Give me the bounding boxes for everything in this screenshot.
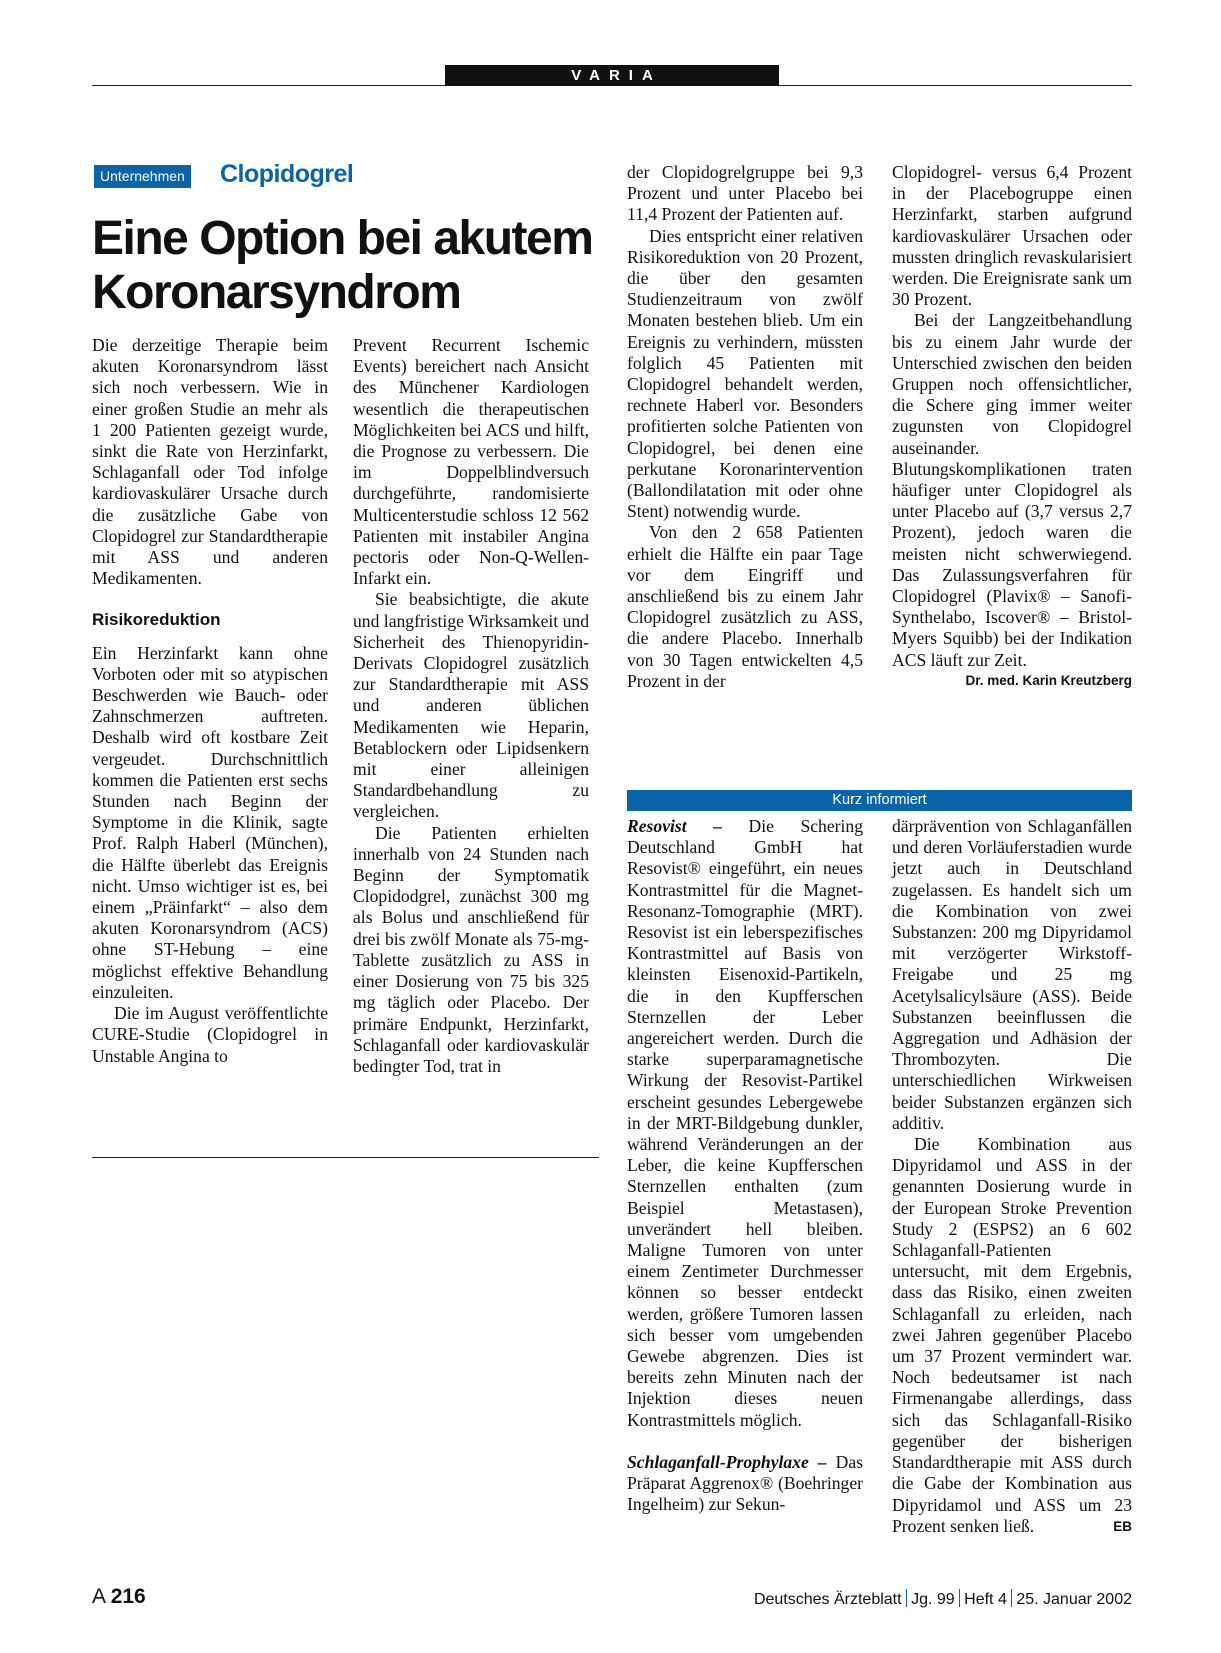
article-column-1 bbox=[92, 335, 328, 1067]
paragraph: Ein Herzinfarkt kann ohne Vorboten oder mit so atypischen Beschwerden wie Bauch- oder Zahnschmerzen auftreten. Deshalb wird oft kostbare Zeit vergeudet. Durchschnittlich kommen die Patienten erst sechs Stunden nach Beginn der Symptome in die Klinik, sagte Prof. Ralph Haberl (München), die Hälfte überlebt das Ereignis nicht. Umso wichtiger ist es, bei einem „Präinfarkt“ – also dem akuten Koronarsyndrom (ACS) ohne ST-Hebung – eine möglichst effektive Behandlung einzuleiten. bbox=[92, 642, 328, 1002]
article-column-3 bbox=[627, 162, 863, 692]
journal-footer bbox=[754, 1589, 1132, 1609]
volume: Jg. 99 bbox=[911, 1591, 955, 1608]
subheading: Risikoreduktion bbox=[92, 610, 221, 630]
author-initials: EB bbox=[1113, 1518, 1132, 1534]
paragraph: Die im August veröffentlichte CURE-Studie (Clopidogrel in Unstable Angina to bbox=[92, 1003, 328, 1066]
paragraph: Dies entspricht einer relativen Risikoreduktion von 20 Prozent, die über den gesamten Studienzeitraum von zwölf Monaten bestehen blieb. Um ein Ereignis zu verhindern, müssten folglich 45 Patienten mit Clopidogrel behandelt werden, rechnete Haberl vor. Besonders profitierten solche Patienten von Clopidogrel, bei denen eine perkutane Koronarintervention (Ballondilatation mit oder ohne Stent) notwendig wurde. bbox=[627, 225, 863, 522]
issue: Heft 4 bbox=[964, 1591, 1007, 1608]
paragraph: Clopidogrel- versus 6,4 Prozent in der Placebogruppe einen Herzinfarkt, starben aufgrund kardiovaskulärer Ursachen oder mussten dringlich revaskularisiert werden. Die Ereignisrate sank um 30 Prozent. bbox=[892, 162, 1132, 310]
separator bbox=[1011, 1589, 1013, 1607]
paragraph: der Clopidogrelgruppe bei 9,3 Prozent und unter Placebo bei 11,4 Prozent der Patienten auf. bbox=[627, 162, 863, 225]
paragraph: Die derzeitige Therapie beim akuten Koronarsyndrom lässt sich noch verbessern. Wie in einer großen Studie an mehr als 1 200 Patienten gezeigt wurde, sinkt die Rate von Herzinfarkt, Schlaganfall oder Tod infolge kardiovaskulärer Ursache durch die zusätzliche Gabe von Clopidogrel zur Standardtherapie mit ASS und anderen Medikamenten. bbox=[92, 335, 328, 589]
article-column-4 bbox=[892, 162, 1132, 691]
paragraph: därprävention von Schlaganfällen und deren Vorläuferstadien wurde jetzt auch in Deutschland zugelassen. Es handelt sich um die Kombination von zwei Substanzen: 200 mg Dipyridamol mit verzögerter Wirkstoff-Freigabe und 25 mg Acetylsalicylsäure (ASS). Beide Substanzen beeinflussen die Aggregation und Adhäsion der Thrombozyten. Die unterschiedlichen Wirkweisen beider Substanzen ergänzen sich additiv. bbox=[892, 816, 1132, 1133]
article-headline: Eine Option bei akutem Koronarsyndrom bbox=[92, 212, 593, 319]
author-credit: Dr. med. Karin Kreutzberg bbox=[965, 672, 1132, 688]
paragraph: Von den 2 658 Patienten erhielt die Hälfte ein paar Tage vor dem Eingriff und anschließend bis zu einem Jahr Clopidogrel zusätzlich zu ASS, die andere Placebo. Innerhalb von 30 Tagen entwickelten 4,5 Prozent in der bbox=[627, 522, 863, 691]
category-badge: Unternehmen bbox=[94, 165, 191, 188]
column-end-rule bbox=[92, 1157, 599, 1158]
separator bbox=[959, 1589, 961, 1607]
item-lead: Schlaganfall-Prophylaxe – bbox=[627, 1451, 827, 1472]
issue-date: 25. Januar 2002 bbox=[1016, 1591, 1132, 1608]
paragraph: Die Kombination aus Dipyridamol und ASS in der genannten Dosierung wurde in der European Stroke Prevention Study 2 (ESPS2) an 6 602 Schlaganfall-Patienten untersucht, mit dem Ergebnis, dass das Risiko, einen zweiten Schlaganfall zu erleiden, nach zwei Jahren gegenüber Placebo um 37 Prozent vermindert war. Noch bedeutsamer ist nach Firmenangabe allerdings, dass sich das Schlaganfall-Risiko gegenüber der bisherigen Standardtherapie mit ASS durch die Gabe der Kombination aus Dipyridamol und ASS um 23 Prozent senken ließ. EB bbox=[892, 1134, 1132, 1536]
infobox-column-left bbox=[627, 816, 863, 1516]
journal-name: Deutsches Ärzteblatt bbox=[753, 1591, 902, 1608]
article-kicker: Clopidogrel bbox=[220, 160, 354, 188]
page-number: A 216 bbox=[92, 1585, 146, 1608]
article-column-2 bbox=[353, 335, 589, 1077]
paragraph: Sie beabsichtigte, die akute und langfristige Wirksamkeit und Sicherheit des Thienopyridin-Derivats Clopidogrel zusätzlich zur Standardtherapie mit ASS und anderen üblichen Medikamenten wie Heparin, Betablockern oder Lipidsenkern mit einer alleinigen Standardbehandlung zu vergleichen. bbox=[353, 589, 589, 822]
paragraph: Prevent Recurrent Ischemic Events) bereichert nach Ansicht des Münchener Kardiologen wesentlich die therapeutischen Möglichkeiten bei ACS und hilft, die Prognose zu verbessern. Die im Doppelblindversuch durchgeführte, randomisierte Multicenterstudie schloss 12 562 Patienten mit instabiler Angina pectoris oder Non-Q-Wellen-Infarkt ein. bbox=[353, 335, 589, 589]
section-label: VARIA bbox=[445, 65, 779, 86]
infobox-title: Kurz informiert bbox=[627, 790, 1132, 811]
paragraph: Die Patienten erhielten innerhalb von 24 Stunden nach Beginn der Symptomatik Clopidodgrel, zunächst 300 mg als Bolus und anschließend für drei bis zwölf Monate als 75-mg-Tablette zusätzlich zu ASS in einer Dosierung von 75 bis 325 mg täglich oder Placebo. Der primäre Endpunkt, Herzinfarkt, Schlaganfall oder kardiovaskulär bedingter Tod, trat in bbox=[353, 822, 589, 1076]
paragraph: Resovist – Die Schering Deutschland GmbH hat Resovist® eingeführt, ein neues Kontrastmittel für die Magnet-Resonanz-Tomographie (MRT). Resovist ist ein leberspezifisches Kontrastmittel auf Basis von kleinsten Eisenoxid-Partikeln, die in den Kupfferschen Sternzellen der Leber angereichert werden. Durch die starke superparamagnetische Wirkung der Resovist-Partikel erscheint gesundes Lebergewebe in der MRT-Bildgebung dunkler, während Veränderungen an der Leber, die keine Kupfferschen Sternzellen enthalten (zum Beispiel Metastasen), unverändert hell bleiben. Maligne Tumoren von unter einem Zentimeter Durchmesser können so besser entdeckt werden, größere Tumoren lassen sich besser vom umgebenden Gewebe abgrenzen. Dies ist bereits zehn Minuten nach der Injektion dieses neuen Kontrastmittels möglich. bbox=[627, 816, 863, 1430]
infobox-column-right bbox=[892, 816, 1132, 1537]
separator bbox=[906, 1589, 908, 1607]
paragraph: Schlaganfall-Prophylaxe – Das Präparat Aggrenox® (Boehringer Ingelheim) zur Sekun- bbox=[627, 1451, 863, 1515]
item-lead: Resovist – bbox=[627, 816, 722, 836]
paragraph: Bei der Langzeitbehandlung bis zu einem Jahr wurde der Unterschied zwischen den beiden Gruppen noch offensichtlicher, die Schere ging immer weiter zugunsten von Clopidogrel auseinander. Blutungskomplikationen traten häufiger unter Clopidogrel als unter Placebo auf (3,7 versus 2,7 Prozent), jedoch waren die meisten nicht schwerwiegend. Das Zulassungsverfahren für Clopidogrel (Plavix® – Sanofi-Synthelabo, Iscover® – Bristol-Myers Squibb) bei der Indikation ACS läuft zur Zeit. bbox=[892, 310, 1132, 670]
